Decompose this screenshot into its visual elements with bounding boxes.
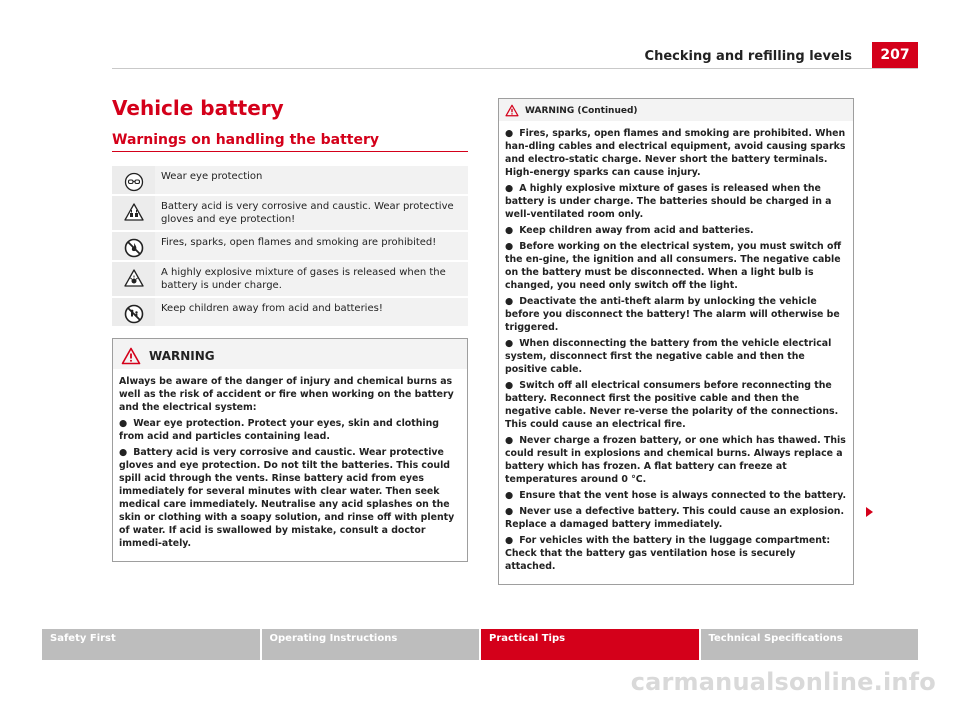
warning-bullet: ● Ensure that the vent hose is always connected to the battery. bbox=[505, 490, 847, 501]
warning-bullet: ● Never charge a frozen battery, or one which has thawed. This could result in explosions and chemical burns. Always replace a battery which has frozen. A flat battery can freeze at temperatures around 0 °C. bbox=[505, 435, 846, 485]
no-fire-icon bbox=[124, 238, 144, 258]
safety-row-text: Keep children away from acid and batteries! bbox=[155, 298, 468, 326]
safety-row-text: Battery acid is very corrosive and caustic. Wear protective gloves and eye protection! bbox=[155, 196, 468, 230]
warning-label: WARNING bbox=[149, 349, 215, 363]
section-title: Vehicle battery bbox=[112, 96, 284, 120]
warning-bullet: ● Never use a defective battery. This could cause an explosion. Replace a damaged battery immediately. bbox=[505, 506, 845, 530]
footer-tab-practical-tips[interactable]: Practical Tips bbox=[481, 629, 699, 660]
safety-row bbox=[112, 262, 468, 296]
footer-tab-technical-specifications[interactable]: Technical Specifications bbox=[701, 629, 919, 660]
safety-row-text: Fires, sparks, open flames and smoking are prohibited! bbox=[155, 232, 468, 260]
footer-nav bbox=[42, 629, 918, 660]
subsection-title: Warnings on handling the battery bbox=[112, 132, 468, 152]
warning-bullet: ● When disconnecting the battery from the vehicle electrical system, disconnect first the negative cable and then the positive cable. bbox=[505, 338, 832, 375]
warning-bullet: ● For vehicles with the battery in the luggage compartment: Check that the battery gas ventilation hose is securely attached. bbox=[505, 535, 831, 572]
footer-tab-operating-instructions[interactable]: Operating Instructions bbox=[262, 629, 480, 660]
safety-row bbox=[112, 298, 468, 326]
corrosive-hazard-icon bbox=[124, 202, 144, 222]
safety-row bbox=[112, 166, 468, 194]
continue-arrow-icon bbox=[866, 507, 873, 517]
warning-header bbox=[499, 99, 853, 121]
left-column bbox=[112, 96, 468, 562]
warning-bullet: ● A highly explosive mixture of gases is released when the battery is under charge. The batteries should be charged in a well-ventilated room only. bbox=[505, 183, 832, 220]
warning-label: WARNING (Continued) bbox=[525, 105, 638, 116]
eye-protection-icon bbox=[124, 172, 144, 192]
page-number bbox=[872, 42, 918, 68]
warning-box bbox=[112, 338, 468, 562]
warning-bullet: ● Battery acid is very corrosive and caustic. Wear protective gloves and eye protection. Do not tilt the batteries. This could spill acid through the vents. Rinse battery acid from eyes immediately for several minutes with clear water. Then seek medical care immediately. Neutralise any acid splashes on the skin or clothing with a soapy solution, and rinse off with plenty of water. If acid is swallowed by mistake, consult a doctor immedi-ately. bbox=[119, 447, 455, 549]
safety-symbol-table bbox=[112, 166, 468, 326]
safety-row bbox=[112, 232, 468, 260]
page-number-text: 207 bbox=[880, 47, 910, 63]
warning-body bbox=[499, 121, 853, 584]
explosive-hazard-icon bbox=[124, 268, 144, 288]
footer-tab-safety-first[interactable]: Safety First bbox=[42, 629, 260, 660]
warning-header bbox=[113, 339, 467, 369]
watermark: carmanualsonline.info bbox=[630, 668, 936, 696]
warning-triangle-icon bbox=[121, 347, 141, 365]
warning-box-continued bbox=[498, 98, 854, 585]
header-rule bbox=[112, 68, 918, 69]
warning-bullet: ● Switch off all electrical consumers before reconnecting the battery. Reconnect first the positive cable and then the negative cable. Never re-verse the polarity of the connections. This could cause an electrical fire. bbox=[505, 380, 839, 430]
warning-bullet: ● Deactivate the anti-theft alarm by unlocking the vehicle before you disconnect the battery! The alarm will otherwise be triggered. bbox=[505, 296, 840, 333]
safety-row bbox=[112, 196, 468, 230]
safety-row-text: Wear eye protection bbox=[155, 166, 468, 194]
warning-bullet: ● Keep children away from acid and batteries. bbox=[505, 225, 754, 236]
warning-bullet: ● Wear eye protection. Protect your eyes, skin and clothing from acid and particles containing lead. bbox=[119, 418, 439, 442]
running-header: Checking and refilling levels bbox=[644, 49, 852, 64]
keep-children-away-icon bbox=[124, 304, 144, 324]
warning-bullet: ● Fires, sparks, open flames and smoking are prohibited. When han-dling cables and electrical equipment, avoid causing sparks and electro-static charge. Never short the battery terminals. High-energy sparks can cause injury. bbox=[505, 128, 846, 178]
warning-bullet: ● Before working on the electrical system, you must switch off the en-gine, the ignition and all consumers. The negative cable on the battery must be disconnected. When a light bulb is changed, you need only switch off the light. bbox=[505, 241, 842, 291]
warning-triangle-icon bbox=[505, 104, 519, 117]
warning-body bbox=[113, 369, 467, 561]
safety-row-text: A highly explosive mixture of gases is released when the battery is under charge. bbox=[155, 262, 468, 296]
warning-intro: Always be aware of the danger of injury and chemical burns as well as the risk of accident or fire when working on the battery and the electrical system: bbox=[119, 376, 454, 413]
right-column bbox=[498, 98, 854, 585]
